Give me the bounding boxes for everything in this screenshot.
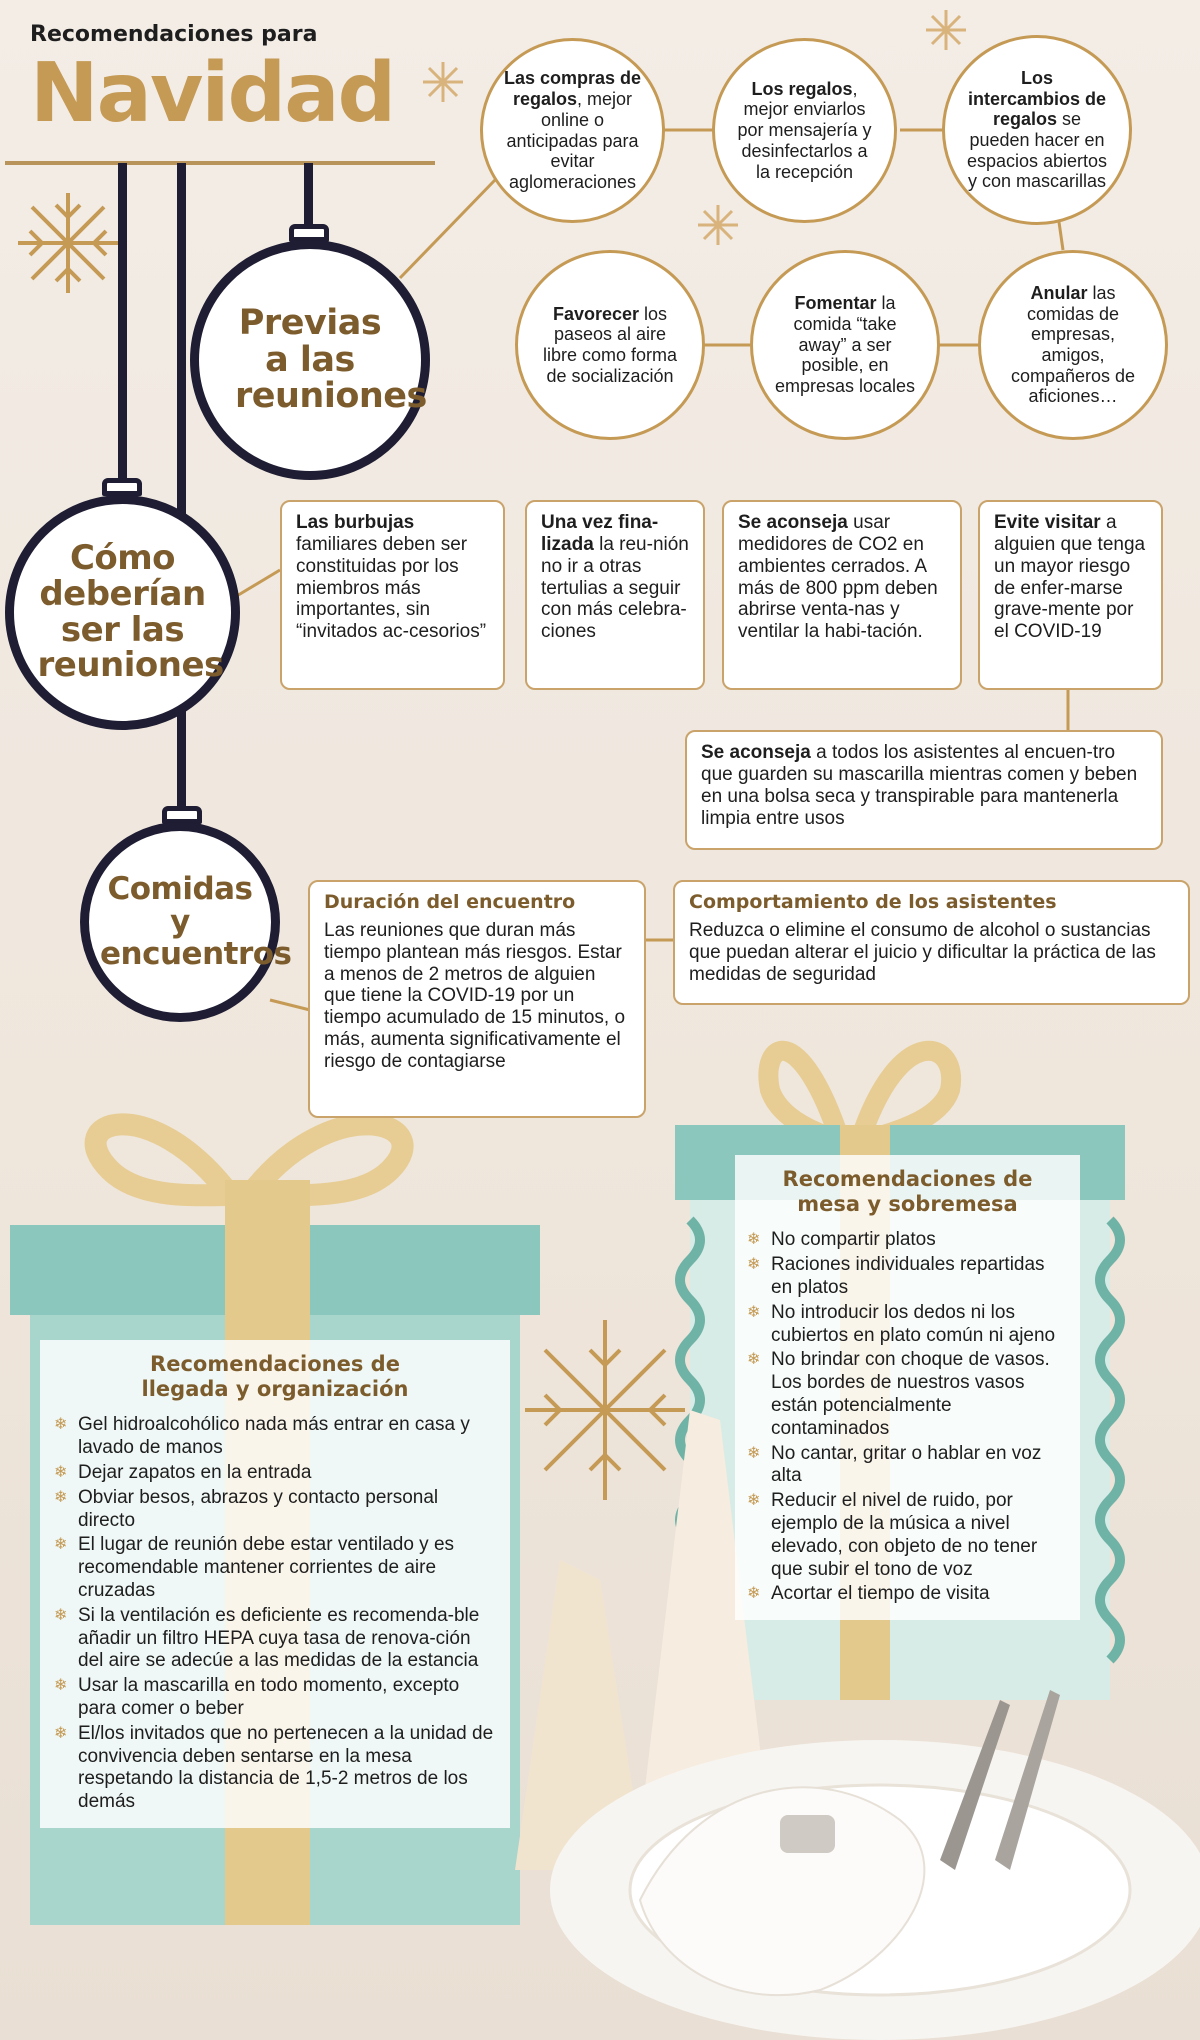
snowflake-icon: ❄ xyxy=(54,1724,68,1742)
como-item xyxy=(722,500,962,690)
snowflake-icon: ❄ xyxy=(747,1351,761,1369)
previas-item xyxy=(712,38,897,223)
como-item-text: la reu-nión no ir a otras tertulias a seguir con más celebra-ciones xyxy=(541,533,689,643)
duracion-heading: Duración del encuentro xyxy=(324,891,576,913)
list-item: ❄ Dejar zapatos en la entrada xyxy=(54,1461,312,1483)
snowflake-icon: ❄ xyxy=(54,1488,68,1506)
como-item xyxy=(525,500,705,690)
snowflake-icon: ❄ xyxy=(54,1416,68,1434)
list-item: ❄ No compartir platos xyxy=(747,1229,936,1251)
como-item-text: usar medidores de CO2 en ambientes cerrados. A más de 800 ppm deben abrirse venta-nas y ventilar la habi-tación. xyxy=(738,512,938,643)
list-item: ❄ El lugar de reunión debe estar ventilado y es recomendable mantener corrientes de aire cruzadas xyxy=(54,1534,455,1601)
previas-item xyxy=(480,38,665,223)
list-item: ❄ No cantar, gritar o hablar en voz alta xyxy=(747,1442,1042,1487)
llegada-title: Recomendaciones de llegada y organización xyxy=(141,1352,409,1402)
list-item: ❄ No introducir los dedos ni los cubiertos en plato común ni ajeno xyxy=(747,1301,1056,1346)
snowflake-icon: ❄ xyxy=(54,1463,68,1481)
snowflake-icon: ❄ xyxy=(747,1444,761,1462)
list-item: ❄ Reducir el nivel de ruido, por ejemplo de la música a nivel elevado, con objeto de no tener que subir el tono de voz xyxy=(747,1490,1038,1580)
header-big-title: Navidad xyxy=(30,46,395,141)
list-item: ❄ Usar la mascarilla en todo momento, excepto para comer o beber xyxy=(54,1675,460,1719)
list-item: ❄ No brindar con choque de vasos. Los bordes de nuestros vasos están potencialmente contaminados xyxy=(747,1349,1050,1439)
comportamiento-heading: Comportamiento de los asistentes xyxy=(689,891,1057,913)
duracion-text: Las reuniones que duran más tiempo plantean más riesgos. Estar a menos de 2 metros de alguien que tiene la COVID-19 por un tiempo acumulado de 15 minutos, o más, aumenta significativamente el riesgo de contagiarse xyxy=(324,919,626,1072)
previas-item xyxy=(515,250,705,440)
mesa-list xyxy=(747,1229,1068,1606)
mesa-panel xyxy=(735,1155,1080,1620)
llegada-panel xyxy=(40,1340,510,1828)
header-small-title: Recomendaciones para xyxy=(30,22,318,47)
comportamiento-text: Reduzca o elimine el consumo de alcohol o sustancias que puedan alterar el juicio y dificultar la práctica de las medidas de seguridad xyxy=(689,919,1156,985)
como-item xyxy=(280,500,505,690)
comportamiento-box xyxy=(673,880,1190,1005)
ornament-como xyxy=(5,495,240,730)
ornament-comidas xyxy=(80,822,292,1022)
duracion-box xyxy=(308,880,646,1118)
como-item-text: familiares deben ser constituidas por los miembros más importantes, sin “invitados ac-cesorios” xyxy=(296,533,487,643)
header xyxy=(30,22,410,141)
snowflake-icon: ❄ xyxy=(54,1606,68,1624)
list-item: ❄ Gel hidroalcohólico nada más entrar en casa y lavado de manos xyxy=(54,1414,470,1459)
previas-item xyxy=(750,250,940,440)
snowflake-icon: ❄ xyxy=(54,1536,68,1554)
snowflake-icon: ❄ xyxy=(747,1585,761,1603)
como-title: Cómo deberían ser las reuniones xyxy=(37,538,224,686)
list-item: ❄ Si la ventilación es deficiente es recomenda-ble añadir un filtro HEPA cuya tasa de renova-ción del aire se adecúe a las medidas de la estancia xyxy=(54,1604,480,1672)
previas-item-bold: Los regalos xyxy=(751,78,853,99)
como-item-bold: Evite visitar xyxy=(994,512,1101,533)
previas-item-text: , mejor online o anticipadas para evitar aglomeraciones xyxy=(506,89,639,192)
previas-item-bold: Fomentar xyxy=(794,293,877,314)
mesa-title: Recomendaciones de mesa y sobremesa xyxy=(782,1167,1033,1217)
list-item: ❄ El/los invitados que no pertenecen a la unidad de convivencia deben sentarse en la mesa respetando la distancia de 1,5-2 metros de los demás xyxy=(54,1722,494,1813)
previas-item-bold: Las compras de regalos xyxy=(503,68,642,110)
como-item-bold: Las burbujas xyxy=(296,512,415,533)
ornament-previas xyxy=(190,240,430,480)
snowflake-icon: ❄ xyxy=(747,1231,761,1249)
como-mask-text: a todos los asistentes al encuen-tro que guarden su mascarilla mientras comen y beben en una bolsa seca y transpirable para mantenerla limpia entre usos xyxy=(701,742,1138,829)
list-item: ❄ Obviar besos, abrazos y contacto personal directo xyxy=(54,1486,439,1531)
como-item-text: a alguien que tenga un mayor riesgo de enfer-marse grave-mente por el COVID-19 xyxy=(994,512,1146,643)
ornament-string xyxy=(118,163,127,483)
ornament-string xyxy=(304,163,313,228)
previas-item-text: la comida “take away” a ser posible, en empresas locales xyxy=(774,293,916,397)
snowflake-icon: ❄ xyxy=(747,1492,761,1510)
como-item-bold: Una vez fina-lizada xyxy=(541,512,659,555)
como-item-bold: Se aconseja xyxy=(738,512,848,533)
previas-item-text: , mejor enviarlos por mensajería y desinfectarlos a la recepción xyxy=(737,78,872,182)
list-item: ❄ Acortar el tiempo de visita xyxy=(747,1583,990,1605)
como-mask-box xyxy=(685,730,1163,850)
comidas-title: Comidas y encuentros xyxy=(100,871,292,973)
ornament-string xyxy=(177,163,186,823)
previas-item-text: las comidas de empresas, amigos, compañeros de aficiones… xyxy=(1010,282,1136,407)
como-item xyxy=(978,500,1163,690)
previas-item xyxy=(978,250,1168,440)
list-item: ❄ Raciones individuales repartidas en platos xyxy=(747,1254,1045,1298)
previas-item-bold: Los intercambios de regalos xyxy=(967,67,1107,130)
como-mask-bold: Se aconseja xyxy=(701,742,811,763)
previas-title: Previas a las reuniones xyxy=(235,302,427,417)
previas-item-text: se pueden hacer en espacios abiertos y con mascarillas xyxy=(966,109,1108,192)
previas-item-bold: Anular xyxy=(1030,282,1088,303)
previas-item-text: los paseos al aire libre como forma de socialización xyxy=(542,303,678,386)
llegada-list xyxy=(54,1414,496,1814)
snowflake-icon: ❄ xyxy=(747,1256,761,1274)
ornament-cap xyxy=(102,478,142,496)
previas-item-bold: Favorecer xyxy=(552,303,640,324)
snowflake-icon: ❄ xyxy=(54,1677,68,1695)
snowflake-icon: ❄ xyxy=(747,1303,761,1321)
previas-item xyxy=(942,35,1132,225)
